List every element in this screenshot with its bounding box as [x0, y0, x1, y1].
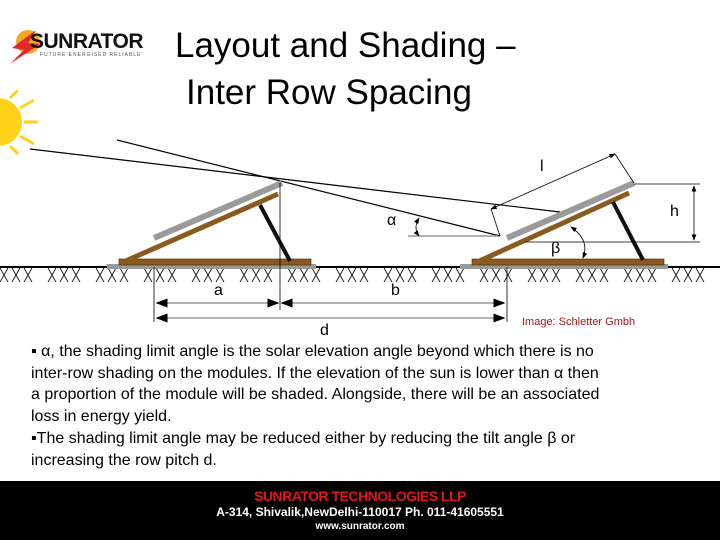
- label-alpha: α: [387, 212, 397, 229]
- label-l: l: [540, 158, 544, 175]
- alpha-arc: [416, 218, 419, 236]
- title-line-2: Inter Row Spacing: [186, 73, 472, 112]
- bullet-2-line: ▪The shading limit angle may be reduced either by reducing the tilt angle β or: [31, 429, 576, 447]
- bullet-1-line: ▪ α, the shading limit angle is the solar elevation angle beyond which there is no: [31, 343, 594, 360]
- inter-row-spacing-diagram: [0, 90, 720, 350]
- bullet-1-line: loss in energy yield.: [31, 408, 172, 426]
- body-text: [31, 341, 599, 471]
- footer-company: SUNRATOR TECHNOLOGIES LLP: [254, 488, 466, 504]
- title-line-1: Layout and Shading –: [175, 26, 516, 65]
- left-module-row: [107, 183, 316, 310]
- bullet-2-line: increasing the row pitch d.: [31, 451, 217, 469]
- footer: [0, 481, 720, 540]
- ground-hatching: [0, 268, 704, 282]
- label-beta: β: [551, 240, 561, 257]
- label-a: a: [214, 282, 223, 299]
- right-module-row: [460, 183, 668, 269]
- footer-address: A-314, Shivalik,NewDelhi-110017 Ph. 011-41605551: [216, 505, 504, 519]
- logo-brand: SUNRATOR: [30, 30, 144, 53]
- beta-arc: [571, 227, 585, 258]
- label-b: b: [391, 282, 400, 299]
- logo-tagline: FUTURE ENERGISED RELIABLE: [40, 52, 142, 58]
- footer-website[interactable]: www.sunrator.com: [315, 521, 405, 532]
- label-d: d: [320, 322, 329, 339]
- bullet-1-line: a proportion of the module will be shaded. Alongside, there will be an associated: [31, 386, 600, 404]
- spacing-dimensions: [154, 267, 507, 322]
- image-credit: Image: Schletter Gmbh: [522, 316, 636, 328]
- label-h: h: [670, 203, 679, 220]
- bullet-1-line: inter-row shading on the modules. If the elevation of the sun is lower than α then: [31, 364, 599, 382]
- sun-rays: [30, 140, 560, 236]
